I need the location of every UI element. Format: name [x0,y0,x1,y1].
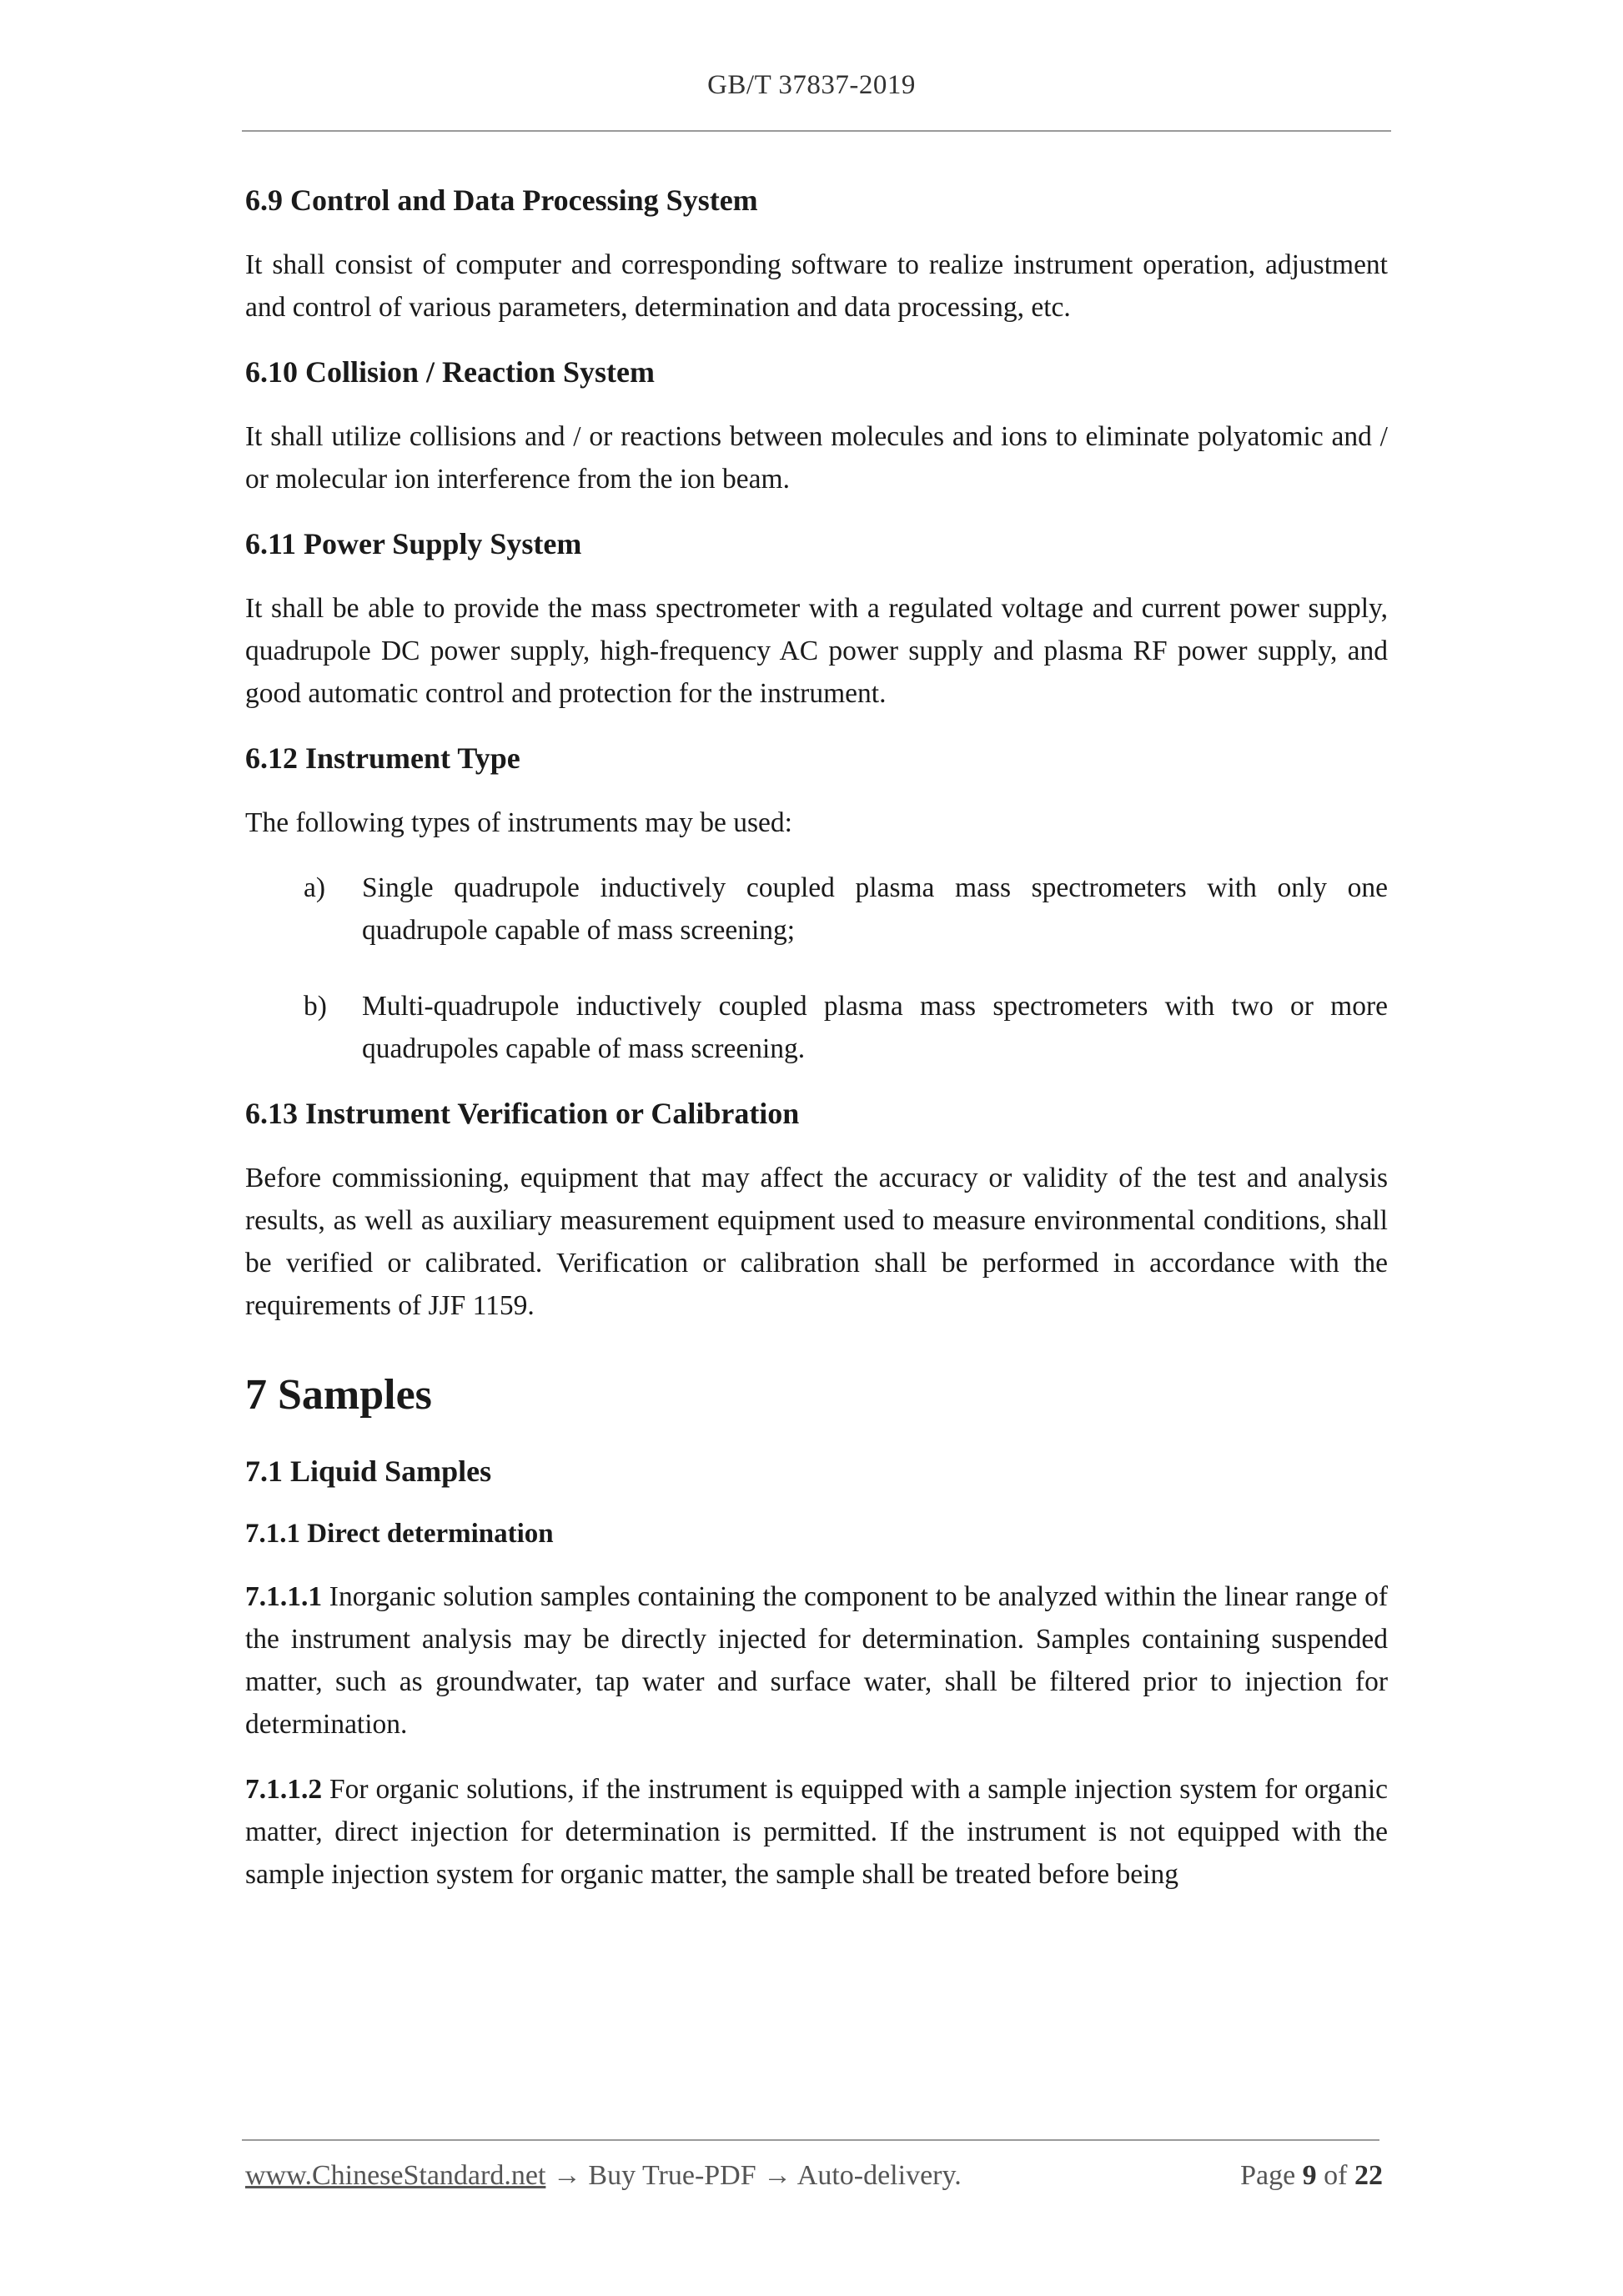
section-body-6-13: Before commissioning, equipment that may affect the accuracy or validity of the test and analysis results, as well as auxiliary measurement equipment used to measure environmental conditions, shall be verified or calibrated. Verification or calibration shall be performed in accordance with the requirements of JJF 1159. [245,1163,1388,1321]
clause-number: 7.1.1.2 [245,1774,323,1805]
instrument-type-list [245,867,1388,1070]
section-body-6-9: It shall consist of computer and corresponding software to realize instrument operation, adjustment and control of various parameters, determination and data processing, etc. [245,249,1388,323]
list-item [245,867,1388,952]
arrow-right-icon: → [545,2160,589,2191]
section-body-6-11: It shall be able to provide the mass spectrometer with a regulated voltage and current power supply, quadrupole DC power supply, high-frequency AC power supply and plasma RF power supply, and good automatic control and protection for the instrument. [245,593,1388,709]
list-item [245,985,1388,1070]
auto-delivery-text: Auto-delivery. [796,2160,962,2191]
section-body-6-10: It shall utilize collisions and / or reactions between molecules and ions to eliminate polyatomic and / or molecular ion interference from the ion beam. [245,421,1388,495]
list-marker: a) [304,872,326,903]
section-heading-6-12: 6.12 Instrument Type [245,741,520,775]
footer-divider [242,2139,1379,2141]
clause-number: 7.1.1.1 [245,1581,323,1612]
clause-text: Inorganic solution samples containing the component to be analyzed within the linear range of the instrument analysis may be directly injected for determination. Samples containing suspended matter, such as groundwater, tap water and surface water, shall be filtered prior to injection for determination. [245,1581,1388,1740]
list-marker: b) [304,991,327,1022]
clause-7-1-1-1 [245,1575,1388,1746]
arrow-right-icon: → [756,2160,797,2191]
section-heading-6-10: 6.10 Collision / Reaction System [245,355,655,389]
site-link[interactable]: www.ChineseStandard.net [245,2160,546,2191]
clause-text: For organic solutions, if the instrument is equipped with a sample injection system for organic matter, direct injection for determination is permitted. If the instrument is not equipped with the sample injection system for organic matter, the sample shall be treated before being [245,1774,1388,1890]
buy-pdf-text: Buy True-PDF [588,2160,756,2191]
section-heading-6-13: 6.13 Instrument Verification or Calibration [245,1097,800,1130]
page-header: GB/T 37837-2019 [707,70,916,100]
footer-promo [245,2160,962,2192]
chapter-heading-7: 7 Samples [245,1371,432,1419]
page-indicator [1240,2160,1383,2192]
list-text: Single quadrupole inductively coupled plasma mass spectrometers with only one quadrupole capable of mass screening; [362,872,1388,946]
list-text: Multi-quadrupole inductively coupled plasma mass spectrometers with two or more quadrupoles capable of mass screening. [362,991,1388,1064]
section-heading-7-1-1: 7.1.1 Direct determination [245,1519,554,1549]
page-content [245,179,1388,1896]
of-label: of [1324,2160,1348,2191]
section-heading-6-11: 6.11 Power Supply System [245,527,582,560]
clause-7-1-1-2 [245,1768,1388,1896]
page-footer [245,2160,1383,2202]
page-label: Page [1240,2160,1296,2191]
section-heading-6-9: 6.9 Control and Data Processing System [245,183,758,217]
section-heading-7-1: 7.1 Liquid Samples [245,1454,492,1488]
section-body-6-12: The following types of instruments may be used: [245,807,792,838]
page-number: 9 [1302,2160,1317,2191]
header-divider [242,130,1391,132]
page-total: 22 [1354,2160,1383,2191]
